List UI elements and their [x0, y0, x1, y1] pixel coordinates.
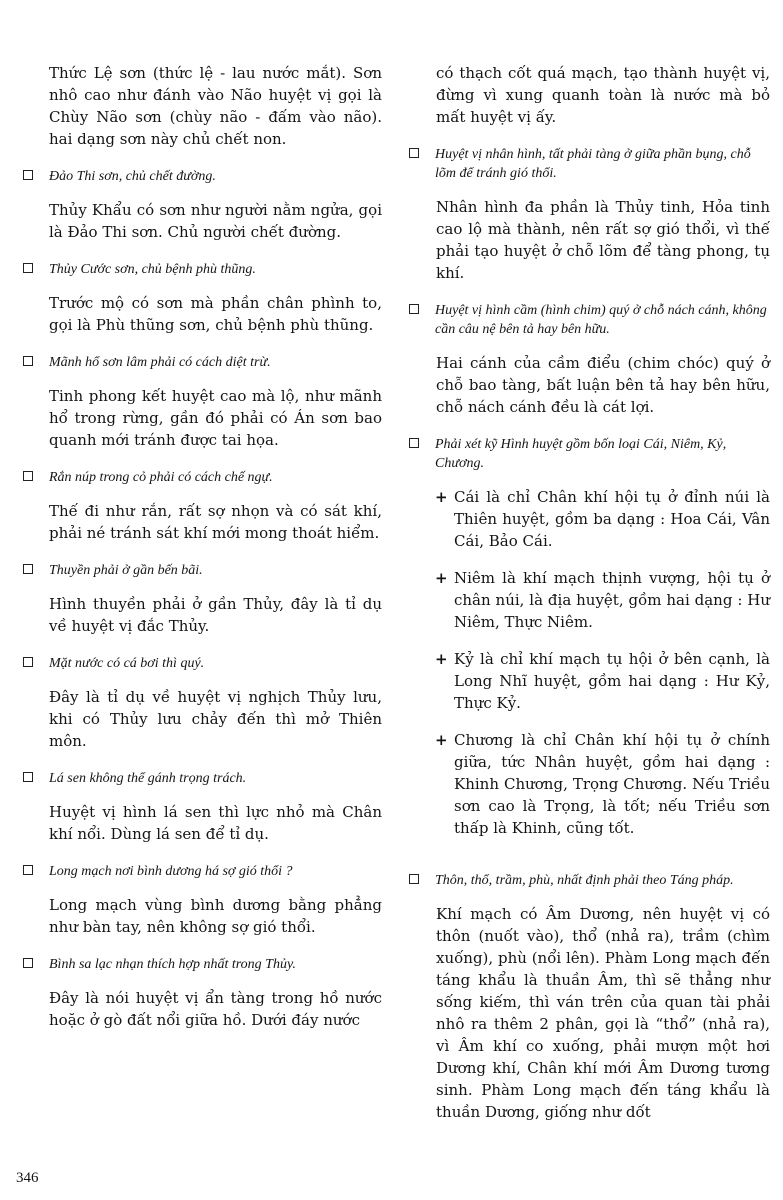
section-body: Đây là nói huyệt vị ẩn tàng trong hồ nước hoặc ở gò đất nổi giữa hồ. Dưới đáy nước [49, 989, 382, 1029]
checkbox-icon [409, 148, 419, 158]
list-item-text: Niêm là khí mạch thịnh vượng, hội tụ ở chân núi, là địa huyệt, gồm hai dạng : Hư Niêm, Thực Niêm. [454, 569, 770, 631]
section-body: Nhân hình đa phần là Thủy tinh, Hỏa tinh cao lộ mà thành, nên rất sợ gió thổi, vì thế phải tạo huyệt ở chỗ lõm để tàng phong, tụ khí. [436, 198, 770, 282]
list-item-text: Cái là chỉ Chân khí hội tụ ở đỉnh núi là Thiên huyệt, gồm ba dạng : Hoa Cái, Vân Cái, Bảo Cái. [454, 488, 770, 550]
section-body: Thế đi như rắn, rất sợ nhọn và có sát khí, phải né tránh sát khí mới mong thoát hiểm. [49, 502, 382, 542]
list-item-text: Chương là chỉ Chân khí hội tụ ở chính giữa, tức Nhân huyệt, gồm hai dạng : Khinh Chương, Trọng Chương. Nếu Triều sơn cao là Trọng, là tốt; nếu Triều sơn thấp là Khinh, cũng tốt. [454, 731, 770, 837]
checkbox-icon [23, 657, 33, 667]
checkbox-icon [23, 865, 33, 875]
heading-text: Thôn, thổ, trầm, phù, nhất định phải theo Táng pháp. [435, 873, 734, 888]
heading-text: Bình sa lạc nhạn thích hợp nhất trong Thủy. [49, 957, 296, 972]
checkbox-icon [409, 304, 419, 314]
checkbox-icon [409, 874, 419, 884]
section-body: Huyệt vị hình lá sen thì lực nhỏ mà Chân khí nổi. Dùng lá sen để tỉ dụ. [49, 803, 382, 843]
list-item [408, 567, 770, 633]
heading-text: Huyệt vị nhân hình, tất phải tàng ở giữa phần bụng, chỗ lõm để tránh gió thổi. [435, 147, 751, 181]
plus-icon: + [435, 650, 448, 668]
heading-text: Huyệt vị hình cầm (hình chim) quý ở chỗ nách cánh, không cần câu nệ bên tả hay bên hữu. [435, 303, 767, 337]
right-intro: có thạch cốt quá mạch, tạo thành huyệt vị, đừng vì xung quanh toàn là nước mà bỏ mất huyệt vị ấy. [436, 64, 770, 126]
checkbox-icon [23, 958, 33, 968]
checkbox-icon [23, 170, 33, 180]
heading-text: Lá sen không thể gánh trọng trách. [49, 771, 247, 786]
section-heading [408, 301, 770, 339]
heading-text: Đảo Thi sơn, chủ chết đường. [49, 169, 216, 184]
list-item [408, 729, 770, 839]
section-body: Khí mạch có Âm Dương, nên huyệt vị có thôn (nuốt vào), thổ (nhả ra), trầm (chìm xuống), phù (nổi lên). Phàm Long mạch đến táng khẩu là thuần Âm, thì sẽ thẳng như sống kiếm, thì ván trên của quan tài phải nhô ra thêm 2 phân, gọi là “thổ” (nhả ra), vì Âm khí co xuống, phải mượn một hơi Dương khí, Chân khí mới Âm Dương tương sinh. Phàm Long mạch đến táng khẩu là thuần Dương, giống như dốt [436, 905, 770, 1121]
section-heading [22, 353, 382, 372]
section-heading [22, 769, 382, 788]
section-heading [408, 871, 770, 890]
section-body: Đây là tỉ dụ về huyệt vị nghịch Thủy lưu, khi có Thủy lưu chảy đến thì mở Thiên môn. [49, 688, 382, 750]
checkbox-icon [409, 438, 419, 448]
heading-text: Thủy Cước sơn, chủ bệnh phù thũng. [49, 262, 256, 277]
section-body: Tinh phong kết huyệt cao mà lộ, như mãnh hổ trong rừng, gần đó phải có Án sơn bao quanh mới tránh được tai họa. [49, 387, 382, 449]
section-body: Hai cánh của cầm điểu (chim chóc) quý ở chỗ bao tàng, bất luận bên tả hay bên hữu, chỗ nách cánh đều là cát lợi. [436, 354, 770, 416]
section-heading [22, 167, 382, 186]
section-heading [22, 468, 382, 487]
plus-icon: + [435, 731, 448, 749]
checkbox-icon [23, 471, 33, 481]
checkbox-icon [23, 356, 33, 366]
section-heading [22, 561, 382, 580]
section-heading [22, 654, 382, 673]
heading-text: Mãnh hổ sơn lâm phải có cách diệt trừ. [49, 355, 271, 370]
section-body: Hình thuyền phải ở gần Thủy, đây là tỉ dụ về huyệt vị đắc Thủy. [49, 595, 382, 635]
right-column [408, 62, 770, 1123]
list-item [408, 486, 770, 552]
section-heading [22, 260, 382, 279]
heading-text: Phải xét kỹ Hình huyệt gồm bốn loại Cái, Niêm, Kỷ, Chương. [435, 437, 727, 471]
heading-text: Rắn núp trong cỏ phải có cách chế ngự. [49, 470, 273, 485]
section-body: Thủy Khẩu có sơn như người nằm ngửa, gọi là Đảo Thi sơn. Chủ người chết đường. [49, 201, 382, 241]
section-heading [22, 862, 382, 881]
checkbox-icon [23, 263, 33, 273]
section-heading [408, 145, 770, 183]
list-item-text: Kỷ là chỉ khí mạch tụ hội ở bên cạnh, là Long Nhĩ huyệt, gồm hai dạng : Hư Kỷ, Thực Kỷ. [454, 650, 770, 712]
section-heading [22, 955, 382, 974]
section-heading [408, 435, 770, 473]
section-body: Trước mộ có sơn mà phần chân phình to, gọi là Phù thũng sơn, chủ bệnh phù thũng. [49, 294, 382, 334]
section-body: Long mạch vùng bình dương bằng phẳng như bàn tay, nên không sợ gió thổi. [49, 896, 382, 936]
plus-icon: + [435, 569, 448, 587]
left-intro: Thức Lệ sơn (thức lệ - lau nước mắt). Sơn nhô cao như đánh vào Não huyệt vị gọi là Chùy Não sơn (chùy não - đấm vào não). hai dạng sơn này chủ chết non. [49, 64, 382, 148]
plus-icon: + [435, 488, 448, 506]
list-item [408, 648, 770, 714]
checkbox-icon [23, 564, 33, 574]
heading-text: Thuyền phải ở gần bến bãi. [49, 563, 203, 578]
checkbox-icon [23, 772, 33, 782]
heading-text: Long mạch nơi bình dương há sợ gió thổi ? [49, 864, 293, 879]
page-number: 346 [16, 1170, 39, 1186]
heading-text: Mặt nước có cá bơi thì quý. [49, 656, 205, 671]
left-column [22, 62, 382, 1031]
